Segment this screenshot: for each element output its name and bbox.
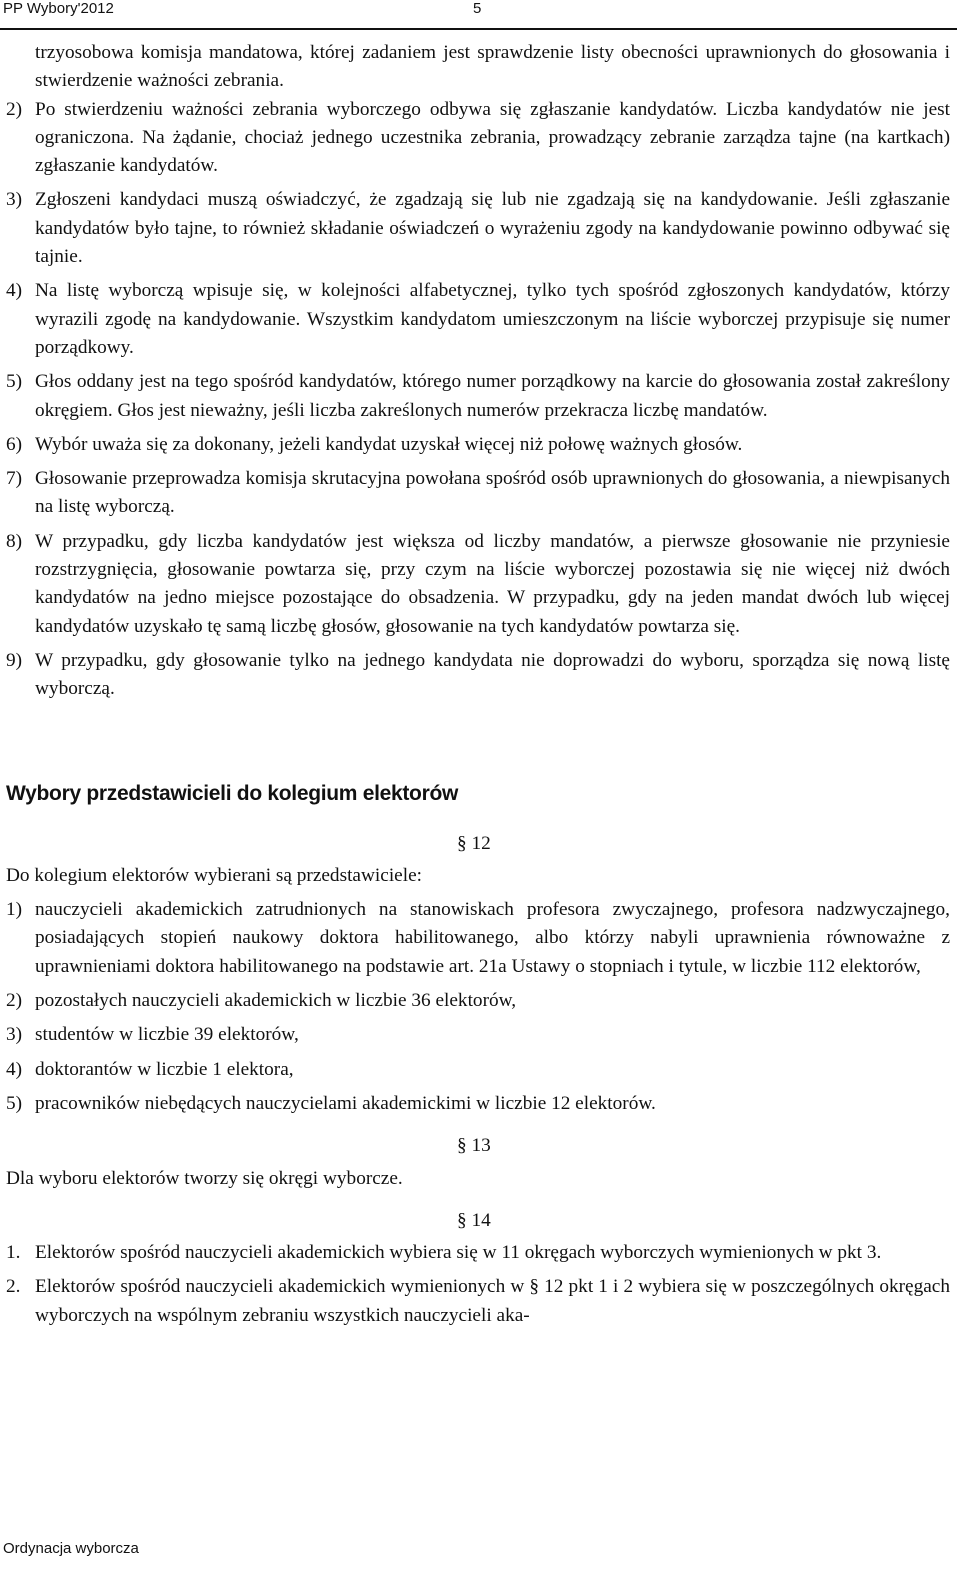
item-text: studentów w liczbie 39 elektorów, [35,1024,299,1046]
item-number: 7) [6,468,23,490]
item-text: Elektorów spośród nauczycieli akademickich wybiera się w 11 okręgach wyborczych wymienionych w pkt 3. [35,1242,882,1264]
item-text: Po stwierdzeniu ważności zebrania wyborczego odbywa się zgłaszanie kandydatów. Liczba kandydatów nie jest ograniczona. Na żądanie, chociaż jednego uczestnika zebrania, prowadzący zebranie zarządza tajne (na kartkach) zgłaszanie kandydatów. [35,98,950,177]
item-number: 6) [6,433,23,455]
item-number: 2) [6,990,23,1012]
item-number: 1) [6,899,23,921]
item-text: Wybór uważa się za dokonany, jeżeli kandydat uzyskał więcej niż połowę ważnych głosów. [35,433,743,455]
list-item [6,431,950,459]
list-item [6,465,950,522]
page-number: 5 [473,0,482,17]
item-number: 9) [6,649,23,671]
list-item [6,896,950,981]
item-text: Głos oddany jest na tego spośród kandydatów, którego numer porządkowy na karcie do głosowania został zakreślony okręgiem. Głos jest nieważny, jeśli liczba zakreślonych numerów przekracza liczbę mandatów. [35,371,950,421]
page-body [6,39,950,1330]
list-item [6,528,950,641]
page-footer: Ordynacja wyborcza [3,1540,139,1557]
item-text: pracowników niebędących nauczycielami akademickimi w liczbie 12 elektorów. [35,1092,656,1114]
list-item [6,368,950,425]
item-number: 5) [6,1092,23,1114]
item-number: 4) [6,280,23,302]
header-title: PP Wybory'2012 [3,0,114,17]
list-item [6,186,950,271]
list-item [6,987,950,1015]
paragraph-14-label: § 14 [457,1209,491,1231]
item-text: W przypadku, gdy liczba kandydatów jest większa od liczby mandatów, a pierwsze głosowanie nie przyniesie rozstrzygnięcia, głosowanie powtarza się, przy czym na liście wyborczej pozostawia się nie więcej niż dwóch kandydatów na jedno miejsce pozostające do obsadzenia. W przypadku, gdy na jeden mandat dwóch lub więcej kandydatów uzyskało tę samą liczbę głosów, głosowanie na tych kandydatów powtarza się. [35,530,950,637]
list-item [6,647,950,704]
item-text: nauczycieli akademickich zatrudnionych na stanowiskach profesora zwyczajnego, profesora nadzwyczajnego, posiadających stopień naukowy doktora habilitowanego, albo którzy nabyli uprawnienia równoważne z uprawnieniami doktora habilitowanego na podstawie art. 21a Ustawy o stopniach i tytule, w liczbie 112 elektorów, [35,899,950,977]
item-text: W przypadku, gdy głosowanie tylko na jednego kandydata nie doprowadzi do wyboru, sporządza się nową listę wyborczą. [35,649,950,700]
list-item [6,1056,950,1084]
list-item [6,1239,950,1267]
section-title: Wybory przedstawicieli do kolegium elektorów [6,781,459,805]
list-item [6,96,950,181]
item-text: Głosowanie przeprowadza komisja skrutacyjna powołana spośród osób uprawnionych do głosowania, a niewpisanych na listę wyborczą. [35,468,950,518]
page-header [0,0,957,30]
intro-continuation: trzyosobowa komisja mandatowa, której zadaniem jest sprawdzenie listy obecności uprawnionych do głosowania i stwierdzenie ważności zebrania. [35,42,950,92]
item-number: 2) [6,98,23,120]
item-number: 3) [6,189,23,211]
paragraph-14-list [6,1239,950,1330]
rules-list [6,96,950,704]
paragraph-13-label: § 13 [457,1135,491,1157]
list-item [6,1273,950,1330]
item-number: 1. [6,1242,21,1264]
item-text: Elektorów spośród nauczycieli akademickich wymienionych w § 12 pkt 1 i 2 wybiera się w poszczególnych okręgach wyborczych na wspólnym zebraniu wszystkich nauczycieli aka- [35,1276,950,1326]
list-item [6,1090,950,1118]
list-item [6,277,950,362]
list-item [6,1021,950,1049]
paragraph-12-intro: Do kolegium elektorów wybierani są przedstawiciele: [6,864,423,886]
paragraph-12-label: § 12 [457,832,491,854]
item-number: 2. [6,1276,21,1298]
item-number: 4) [6,1058,23,1080]
item-text: Zgłoszeni kandydaci muszą oświadczyć, że zgadzają się lub nie zgadzają się na kandydowanie. Jeśli zgłaszanie kandydatów było tajne, to również składanie oświadczeń o wyrażeniu zgody na kandydowanie powinno odbywać się tajnie. [35,189,950,268]
item-text: Na listę wyborczą wpisuje się, w kolejności alfabetycznej, tylko tych spośród zgłoszonych kandydatów, którzy wyrazili zgodę na kandydowanie. Wszystkim kandydatom umieszczonym na liście wyborczej przypisuje się numer porządkowy. [35,280,950,358]
item-number: 8) [6,530,23,552]
paragraph-13-text: Dla wyboru elektorów tworzy się okręgi wyborcze. [6,1167,403,1189]
item-number: 5) [6,371,23,393]
paragraph-12-list [6,896,950,1118]
item-text: pozostałych nauczycieli akademickich w liczbie 36 elektorów, [35,990,517,1012]
item-number: 3) [6,1024,23,1046]
item-text: doktorantów w liczbie 1 elektora, [35,1058,294,1080]
